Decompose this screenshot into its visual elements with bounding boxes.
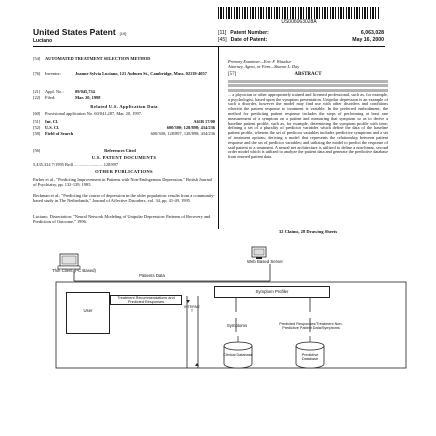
- related-heading: Related U.S. Application Data: [90, 104, 158, 109]
- symptoms-label: Symptoms: [226, 323, 248, 328]
- patent-number-code: [11]: [218, 30, 227, 36]
- inventor-label: Inventor:: [45, 71, 62, 76]
- uscl-code: [52]: [33, 125, 41, 130]
- appl-label: Appl. No.:: [45, 89, 64, 94]
- office-code: [19]: [119, 31, 127, 36]
- field-label: Field of Search: [45, 131, 74, 136]
- primary-examiner: Primary Examiner—Eric F. Winakur: [228, 59, 292, 64]
- intcl-code: [51]: [33, 119, 41, 124]
- office-name: United States Patent: [33, 27, 116, 37]
- us-doc-row: 5,435,324 7/1995 Brill .......................... 128/897: [33, 162, 119, 167]
- refs-code: [56]: [33, 148, 41, 153]
- abstract-heading: ABSTRACT: [294, 72, 322, 77]
- publication-2: Beckman et al., "Predicting the course of depression in the older population: results from a community-based study in The Netherlands," Journal of Affective Disorders, vol. 34, pp. 41-49, 1995.: [33, 193, 215, 204]
- date-of-patent: May 16, 2000: [352, 37, 384, 43]
- client-computer-icon: [58, 254, 80, 269]
- filed-code: [22]: [33, 95, 41, 100]
- predicted-responses-label: Predicted Responses/Treatment Non-Predictive Patient Data/Symptoms: [279, 322, 343, 331]
- related-text: Provisional application No. 60/041,287, Mar. 20, 1997.: [45, 111, 143, 116]
- abstract-code: [57]: [228, 72, 237, 77]
- clinical-database-label: Clinical Database: [223, 353, 253, 357]
- abstract-body: ... a physician or other appropriately trained and licensed professional, such as, for example, a psychologist, based upon the symptom presentation. Unipolar depression is an example of such a disorder, however the model may find use with other disorders and conditions wherein the patient response to treatment is variable. In the preferred embodiment, the method for predicting patient response includes the steps of performing at least one measurement of a symptom on a patient and measuring that symptom so as to derive a baseline patient profile, such as, for example, determining the symptom profile with time; defining a set of a plurality of predictor variables which define the data of the baseline patient profile, wherein the set of predictor variables includes predictive symptoms and a set of treatment options; deriving a model that represents the relationship between patient response and the set of predictor variables; and utilizing the model to predict the response of said patient to a treatment. A neural net architecture is utilized to define a non-linear, second order model which is utilized to analyze the patient data and generate the predictive database from entered patient data.: [228, 91, 388, 160]
- symptom-profiler-label: Symptom Profiler: [255, 289, 289, 294]
- inventor-code: [76]: [33, 71, 41, 76]
- claims-line: 32 Claims, 28 Drawing Sheets: [278, 229, 338, 234]
- predictive-database-label: Predictive Database: [301, 353, 319, 362]
- server-monitor-icon: [252, 247, 266, 259]
- user-label: User: [83, 308, 93, 313]
- uscl-value: 600/300; 128/898; 434/236: [166, 125, 215, 130]
- field-code: [58]: [33, 131, 41, 136]
- us-docs-heading: U.S. PATENT DOCUMENTS: [91, 155, 157, 160]
- appl-no: 09/045,734: [75, 89, 95, 94]
- uscl-label: U.S. Cl.: [45, 125, 60, 130]
- date-code: [45]: [218, 37, 227, 43]
- field-value: 600/300; 128/897, 128/898; 434/236: [150, 131, 215, 136]
- web-server-label: Web Based Server: [247, 259, 283, 264]
- publication-3: Luciano, Dissertation: "Neural Network Modeling of Unipolar Depression: Patterns of Recovery and Prediction of Outcome," 1996.: [33, 214, 211, 225]
- symptom-profiler-box: [214, 286, 330, 298]
- treatment-recommendations-box: Treatment Recommendations and Predicted Responses: [110, 295, 182, 305]
- other-pubs-heading: OTHER PUBLICATIONS: [95, 169, 153, 174]
- patent-number-label: Patent Number:: [230, 30, 269, 36]
- related-code: [60]: [33, 111, 41, 116]
- intcl-label: Int. Cl.: [45, 119, 59, 124]
- filed-label: Filed:: [45, 95, 56, 100]
- inventor-text: Joanne Sylvia Luciano, 121 Auburn St., Cambridge, Mass. 02139-4057: [75, 71, 207, 76]
- appl-code: [21]: [33, 89, 41, 94]
- inventor-surname: Luciano: [33, 38, 53, 44]
- title-code: [54]: [33, 56, 41, 61]
- filed-date: Mar. 20, 1998: [75, 95, 101, 100]
- internet-label: INTERNET: [184, 305, 200, 313]
- user-box: [66, 292, 110, 334]
- invention-title: AUTOMATED TREATMENT SELECTION METHOD: [45, 56, 151, 61]
- refs-heading: References Cited: [104, 148, 136, 153]
- thin-client-label: Thin Client (PC Based): [52, 268, 96, 273]
- patent-number: 6,063,028: [360, 30, 384, 36]
- publication-1: Parker et al., "Predicting Improvement in Patients with Non-Endogenous Depression," British Journal of Psychiatry, pp. 132-139, 1985.: [33, 177, 212, 188]
- date-label: Date of Patent:: [230, 37, 268, 43]
- patients-data-label: Patients Data: [139, 273, 165, 278]
- intcl-value: A61B 17/00: [193, 119, 215, 124]
- attorney: Attorney, Agent, or Firm—Sharon L. Day: [228, 64, 300, 69]
- barcode-number: US006063028A: [281, 19, 317, 25]
